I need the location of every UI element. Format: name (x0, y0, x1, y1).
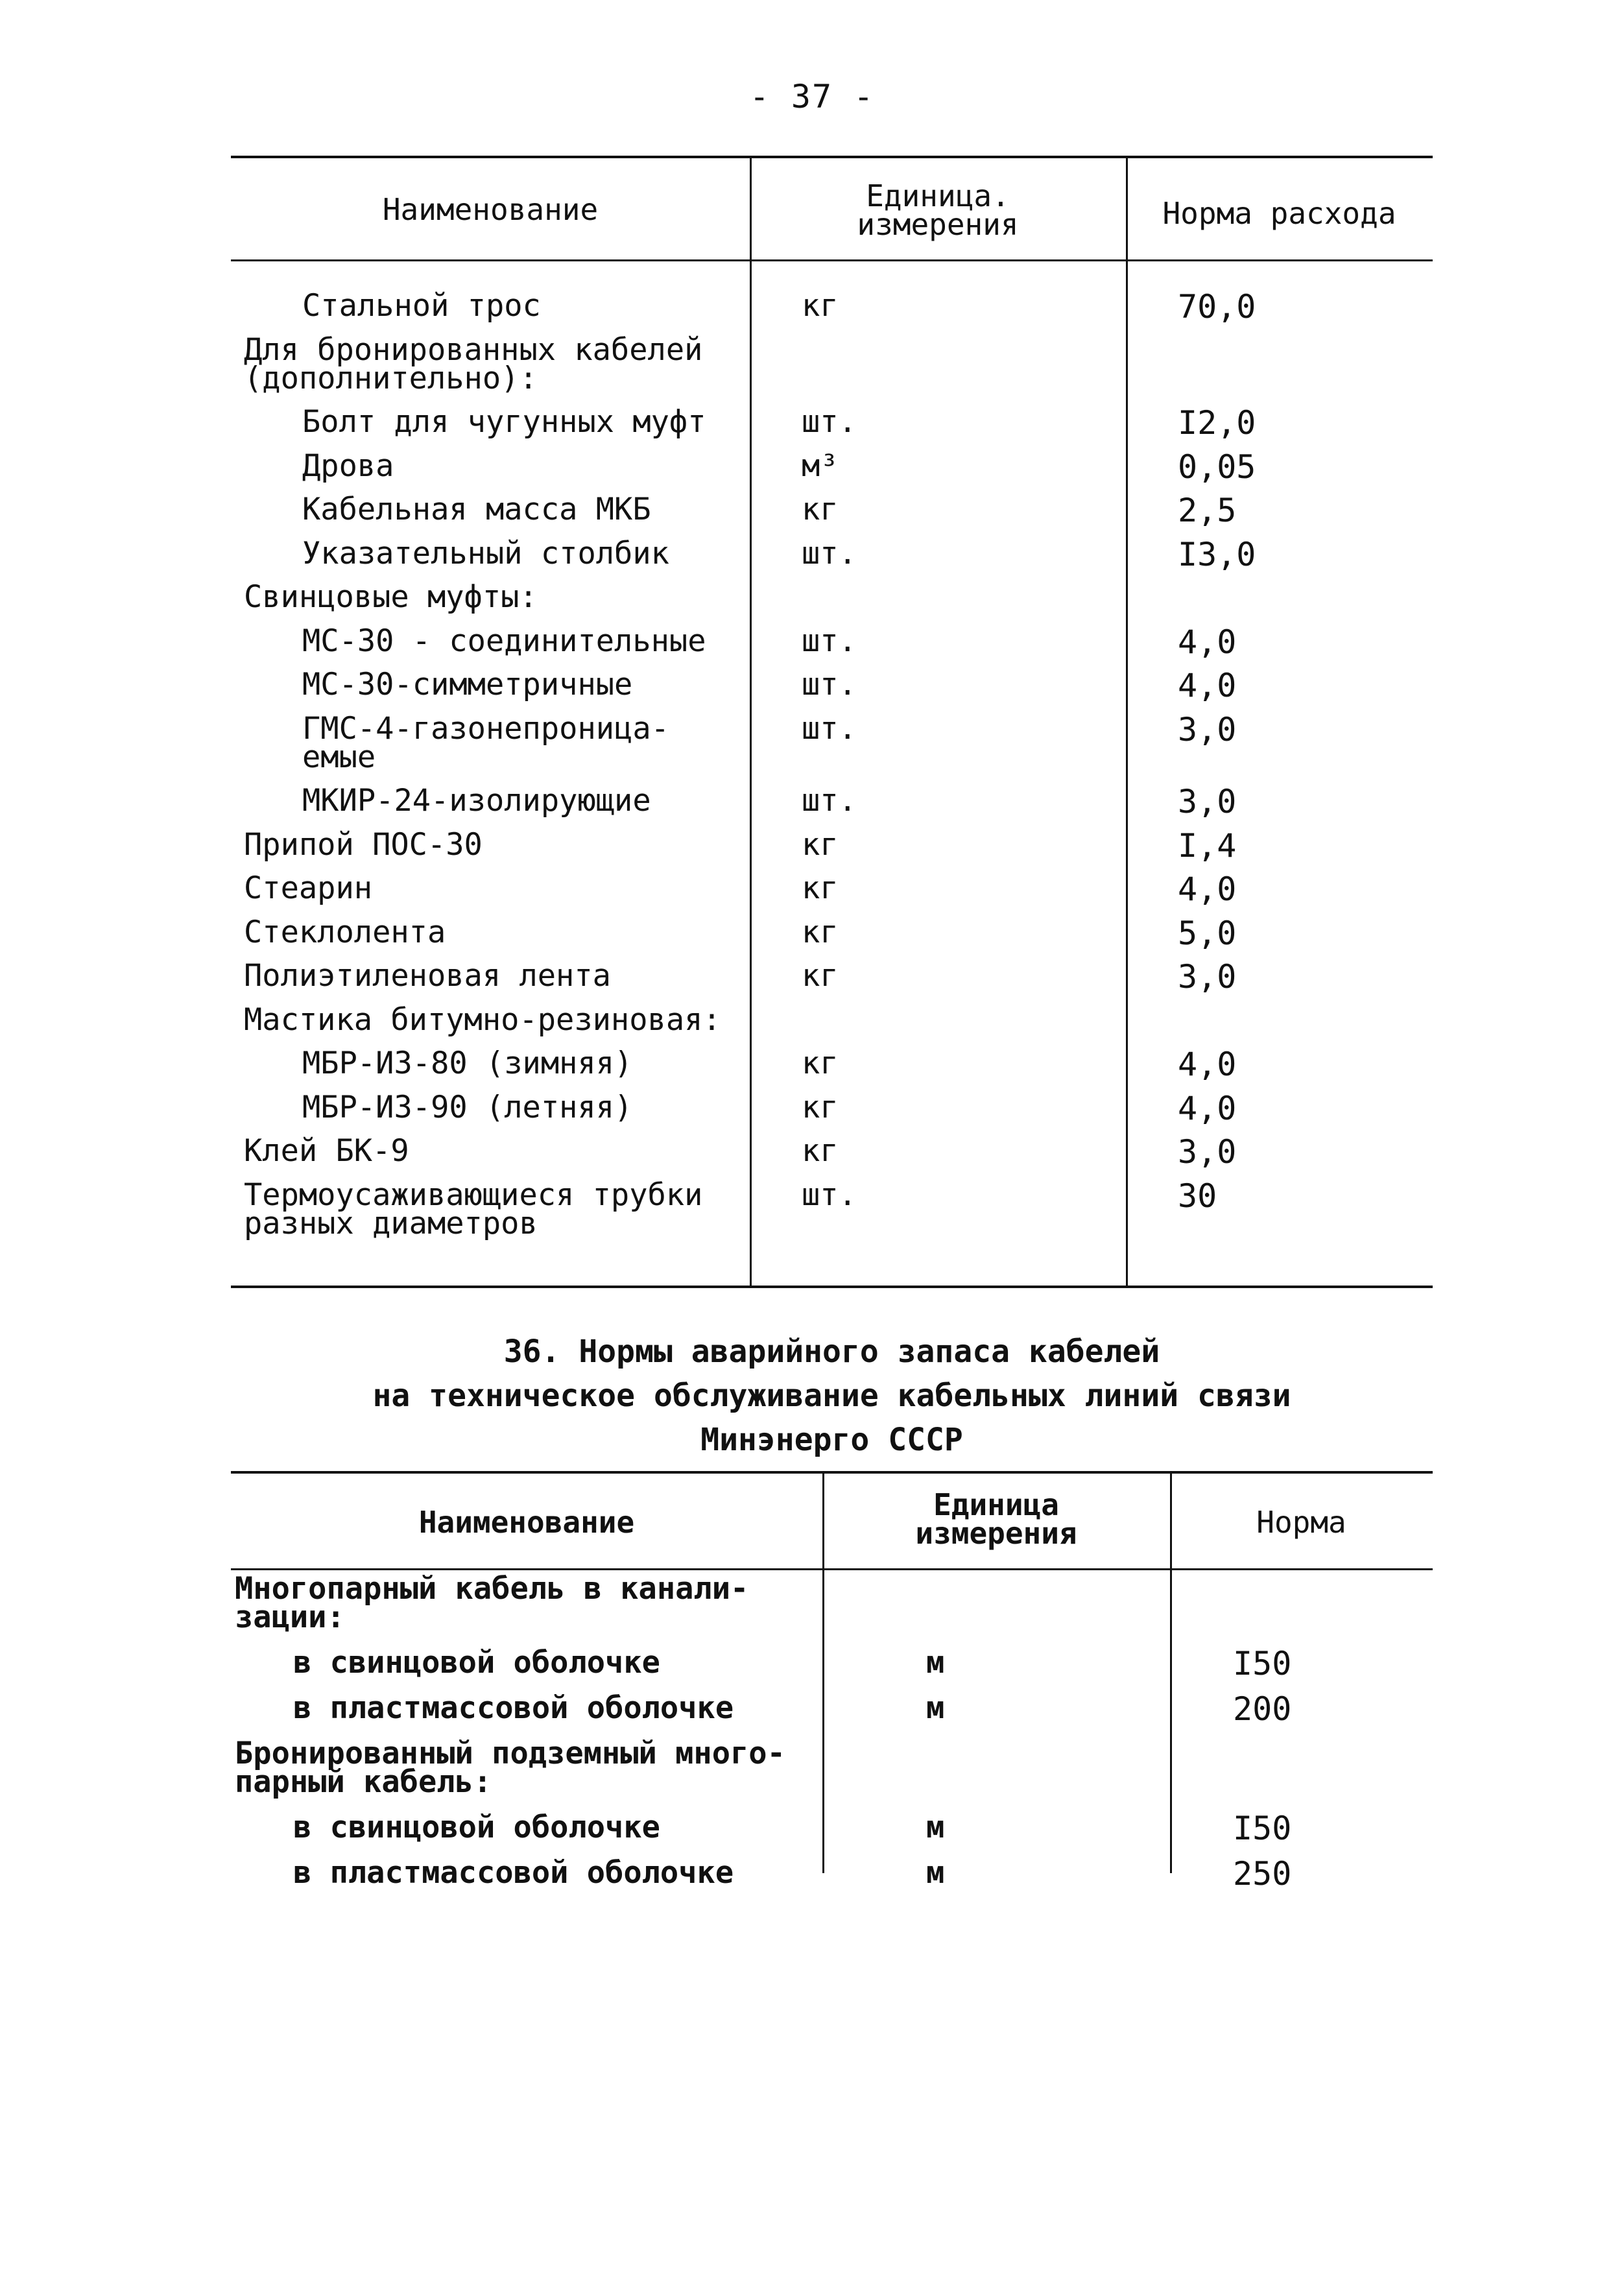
row-norm: 3,0 (1178, 783, 1237, 820)
table-header-rule (231, 1568, 1433, 1570)
row-unit: кг (802, 870, 839, 906)
row-name: МБР-ИЗ-80 (зимняя) (302, 1046, 633, 1081)
row-name: Мастика битумно-резиновая: (244, 1001, 721, 1038)
row-unit: шт. (802, 783, 857, 819)
row-unit: шт. (802, 404, 857, 440)
row-unit: м³ (802, 448, 839, 484)
header-name: Наименование (382, 192, 599, 227)
row-unit: кг (802, 958, 839, 994)
row-name: МБР-ИЗ-90 (летняя) (302, 1089, 633, 1125)
row-norm: 4,0 (1178, 1046, 1237, 1083)
row-name: Для бронированных кабелей (дополнительно): (244, 331, 703, 396)
row-norm: 4,0 (1178, 623, 1237, 661)
row-name: МКИР-24-изолирующие (302, 783, 651, 819)
row-name: Бронированный подземный много- парный кабель: (235, 1736, 785, 1800)
row-unit: м (926, 1855, 945, 1891)
row-name: Стеклолента (244, 914, 446, 950)
row-name: Указательный столбик (302, 535, 669, 571)
row-unit: кг (802, 1046, 839, 1081)
row-name: МС-30 - соединительные (302, 623, 706, 659)
header-unit: Единица измерения (915, 1487, 1077, 1551)
row-unit: кг (802, 288, 839, 324)
row-unit: шт. (802, 1177, 857, 1213)
row-name: в пластмассовой оболочке (293, 1690, 734, 1726)
row-unit: м (926, 1810, 945, 1845)
table-bottom-rule (231, 1286, 1433, 1288)
row-unit: м (926, 1645, 945, 1681)
row-name: в пластмассовой оболочке (293, 1855, 734, 1891)
emergency-stock-table (231, 1471, 1433, 1893)
row-name: Свинцовые муфты: (244, 579, 538, 615)
row-norm: I3,0 (1178, 535, 1256, 573)
row-name: Стеарин (244, 870, 373, 906)
material-norms-table (231, 156, 1433, 1291)
row-norm: 3,0 (1178, 1133, 1237, 1171)
row-unit: кг (802, 914, 839, 950)
row-name: в свинцовой оболочке (293, 1810, 660, 1845)
row-name: МС-30-симметричные (302, 667, 633, 702)
header-name: Наименование (418, 1505, 635, 1540)
row-unit: шт. (802, 710, 857, 747)
row-norm: 250 (1233, 1855, 1292, 1893)
row-unit: шт. (802, 667, 857, 702)
column-divider (750, 156, 752, 1286)
row-unit: шт. (802, 535, 857, 571)
row-norm: 200 (1233, 1690, 1292, 1728)
row-name: Кабельная масса МКБ (302, 492, 651, 527)
row-name: Термоусаживающиеся трубки разных диаметров (244, 1177, 703, 1241)
row-norm: I50 (1233, 1645, 1292, 1682)
row-name: Дрова (302, 448, 394, 484)
row-unit: шт. (802, 623, 857, 659)
row-norm: 5,0 (1178, 914, 1237, 952)
row-name: Клей БК-9 (244, 1133, 409, 1169)
row-norm: 0,05 (1178, 448, 1256, 486)
header-norm: Норма расхода (1162, 196, 1396, 231)
row-name: в свинцовой оболочке (293, 1645, 660, 1681)
row-norm: 70,0 (1178, 288, 1256, 326)
row-norm: 4,0 (1178, 1089, 1237, 1127)
row-norm: 30 (1178, 1177, 1217, 1215)
row-norm: I,4 (1178, 826, 1237, 865)
row-unit: кг (802, 1089, 839, 1125)
row-name: Стальной трос (302, 288, 541, 324)
header-norm: Норма (1256, 1505, 1346, 1540)
row-unit: кг (802, 492, 839, 527)
table-header-rule (231, 259, 1433, 261)
row-unit: м (926, 1690, 945, 1726)
row-norm: 3,0 (1178, 958, 1237, 996)
row-name: Многопарный кабель в канали- зации: (235, 1571, 749, 1635)
row-unit: кг (802, 826, 839, 863)
row-name: Болт для чугунных муфт (302, 404, 706, 440)
row-name: ГМС-4-газонепроница- емые (302, 710, 669, 775)
page-number: - 37 - (749, 78, 875, 115)
table-top-rule (231, 156, 1433, 158)
header-unit: Единица. измерения (857, 178, 1019, 242)
row-name: Полиэтиленовая лента (244, 958, 611, 994)
row-norm: I2,0 (1178, 404, 1256, 442)
row-norm: 3,0 (1178, 710, 1237, 748)
row-unit: кг (802, 1133, 839, 1169)
row-norm: 4,0 (1178, 870, 1237, 908)
column-divider (1126, 156, 1128, 1286)
row-norm: I50 (1233, 1810, 1292, 1847)
table-caption: 36. Нормы аварийного запаса кабелей на техническое обслуживание кабельных линий связи Минэнерго СССР (372, 1334, 1291, 1458)
row-name: Припой ПОС-30 (244, 826, 483, 863)
row-norm: 2,5 (1178, 492, 1237, 529)
row-norm: 4,0 (1178, 667, 1237, 704)
table-top-rule (231, 1471, 1433, 1474)
